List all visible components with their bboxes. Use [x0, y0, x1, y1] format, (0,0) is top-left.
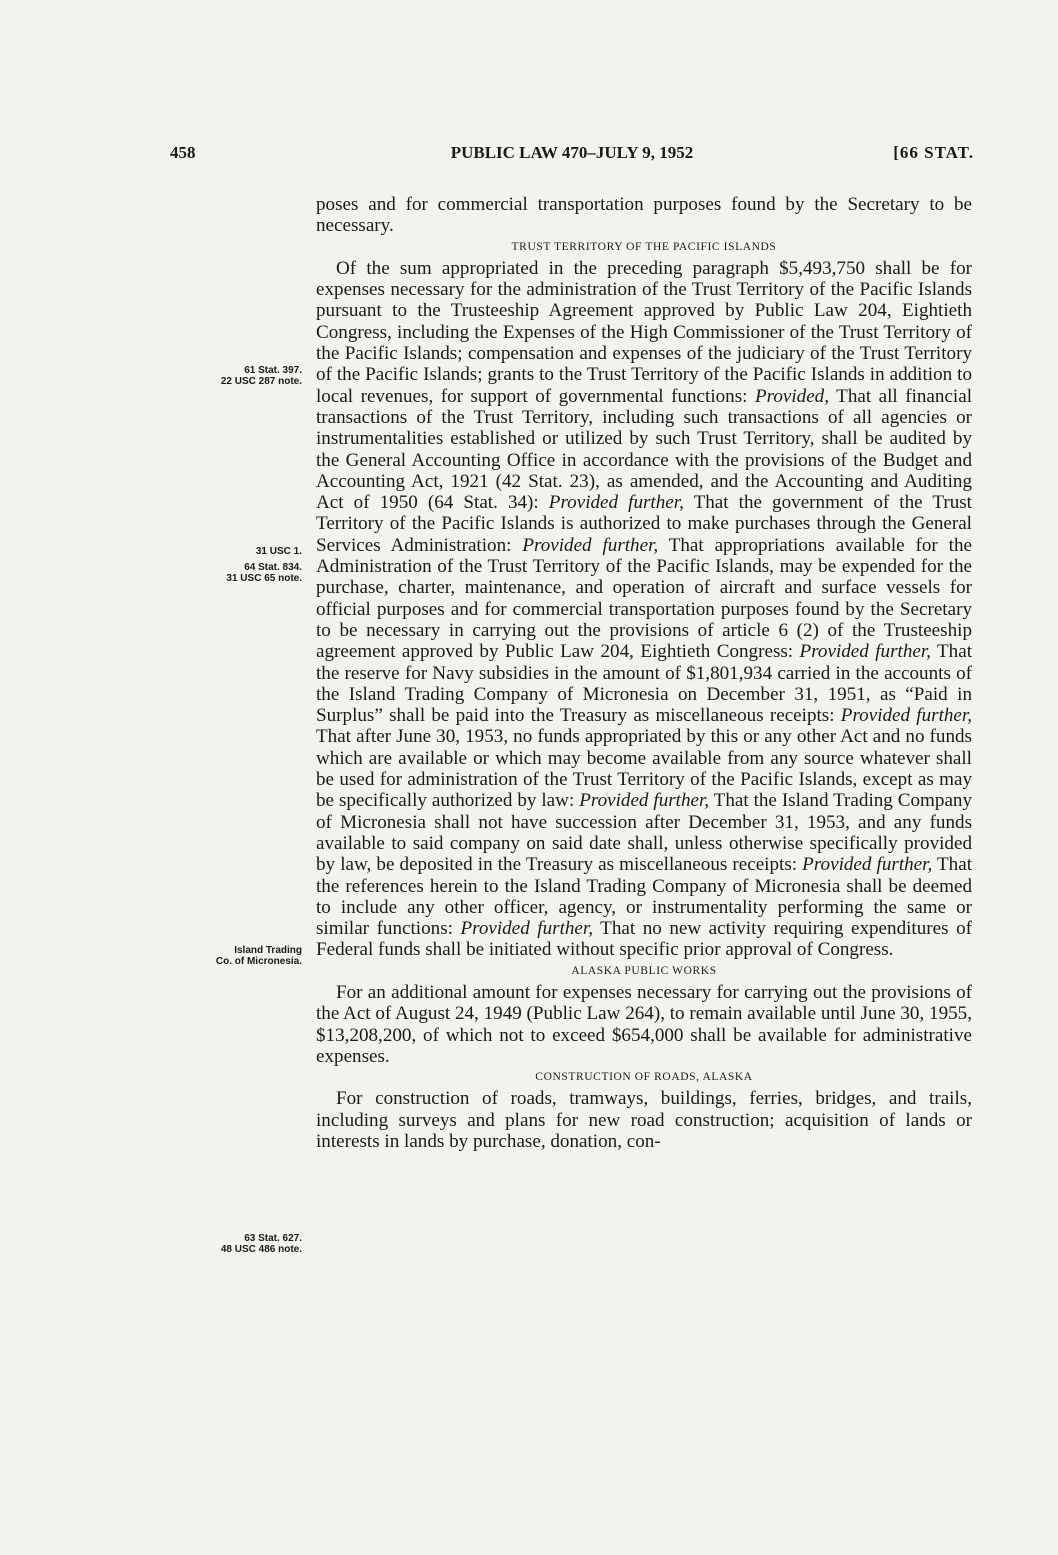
header-title: PUBLIC LAW 470–JULY 9, 1952 [450, 143, 694, 162]
margin-note-line: 31 USC 65 note. [226, 573, 302, 584]
paragraph-trust-territory [316, 258, 972, 961]
paragraph-alaska-public-works: For an additional amount for expenses necessary for carrying out the provisions of the Act of August 24, 1949 (Public Law 264), to remain available until June 30, 1955, $13,208,200, of which not to exceed $654,000 shall be available for administrative expenses. [316, 981, 972, 1067]
continued-paragraph: poses and for commercial transportation purposes found by the Secretary to be necessary. [316, 194, 972, 237]
proviso: Provided further, [799, 641, 931, 663]
margin-note-line: 63 Stat. 627. [244, 1233, 302, 1244]
margin-note-island-trading [216, 945, 302, 967]
text-run: That the Island Trading Company of Micronesia shall not have succession after December 31, 1953, and any funds available to said company on said date shall, unless otherwise specifically provided by law, be deposited in the Treasury as miscellaneous receipts: [316, 790, 973, 876]
text-run: That after June 30, 1953, no funds appropriated by this or any other Act and no funds which are available or which may become available from any source whatever shall be used for administration of the Trust Territory of the Pacific Islands, except as may be specifically authorized by law: [316, 726, 972, 812]
text-run: That appropriations available for the Administration of the Trust Territory of the Pacific Islands, may be expended for the purchase, charter, maintenance, and operation of aircraft and surface vessels for official purposes and for commercial transportation purposes found by the Secretary to be necessary in carrying out the provisions of article 6 (2) of the Trusteeship agreement approved by Public Law 204, Eightieth Congress: [316, 534, 972, 663]
margin-note-line: Co. of Micronesia. [215, 956, 302, 967]
margin-note-stat-397 [221, 365, 302, 387]
running-header [170, 143, 974, 169]
proviso: Provided further, [579, 790, 710, 812]
section-heading-alaska-public-works: ALASKA PUBLIC WORKS [571, 964, 717, 977]
text-run: That the reserve for Navy subsidies in the amount of $1,801,934 carried in the accounts of the Island Trading Company of Micronesia on December 31, 1951, as “Paid in Surplus” shall be paid into the Treasury as miscellaneous receipts: [316, 641, 973, 727]
section-heading-trust-territory: TRUST TERRITORY OF THE PACIFIC ISLANDS [511, 240, 777, 253]
proviso: Provided, [754, 385, 830, 407]
margin-note-line: 64 Stat. 834. [244, 562, 302, 573]
proviso: Provided further, [840, 705, 972, 727]
section-heading-construction-of-roads: CONSTRUCTION OF ROADS, ALASKA [535, 1071, 753, 1084]
text-run: That the government of the Trust Territory of the Pacific Islands is authorized to make purchases through the General Services Administration: [316, 492, 972, 556]
text-run: Of the sum appropriated in the preceding paragraph $5,493,750 shall be for expenses necessary for the administration of the Trust Territory of the Pacific Islands pursuant to the Trusteeship Agreement approved by Public Law 204, Eightieth Congress, including the Expenses of the High Commissioner of the Trust Territory of the Pacific Islands; compensation and expenses of the judiciary of the Trust Territory of the Pacific Islands; grants to the Trust Territory of the Pacific Islands in addition to local revenues, for support of governmental functions: [316, 257, 972, 407]
paragraph-construction-of-roads: For construction of roads, tramways, buildings, ferries, bridges, and trails, including surveys and plans for new road construction; acquisition of lands or interests in lands by purchase, donation, con- [316, 1088, 972, 1153]
proviso: Provided further, [802, 854, 933, 876]
margin-note-line: Island Trading [234, 945, 302, 956]
proviso: Provided further, [460, 918, 593, 940]
text-run: That all financial transactions of the Trust Territory, including such transactions of all agencies or instrumentalities established or utilized by such Trust Territory, shall be audited by the General Accounting Office in accordance with the provisions of the Budget and Accounting Act, 1921 (42 Stat. 23), as amended, and the Accounting and Auditing Act of 1950 (64 Stat. 34): [316, 385, 972, 514]
header-stat-reference: [66 STAT. [893, 143, 974, 162]
margin-note-stat-627 [221, 1233, 302, 1255]
margin-note-31-usc [226, 546, 302, 584]
body-text [316, 194, 972, 1152]
text-run: That the references herein to the Island Trading Company of Micronesia shall be deemed to include any other officer, agency, or instrumentality performing the same or similar functions: [316, 854, 972, 940]
proviso: Provided further, [522, 534, 659, 556]
margin-note-line: 22 USC 287 note. [220, 376, 302, 387]
text-run: That no new activity requiring expenditures of Federal funds shall be initiated without specific prior approval of Congress. [316, 918, 972, 961]
proviso: Provided further, [548, 492, 684, 514]
margin-note-line: 31 USC 1. [255, 546, 302, 557]
page-number: 458 [170, 143, 196, 162]
margin-note-line: 61 Stat. 397. [244, 365, 302, 376]
margin-note-line: 48 USC 486 note. [220, 1244, 302, 1255]
